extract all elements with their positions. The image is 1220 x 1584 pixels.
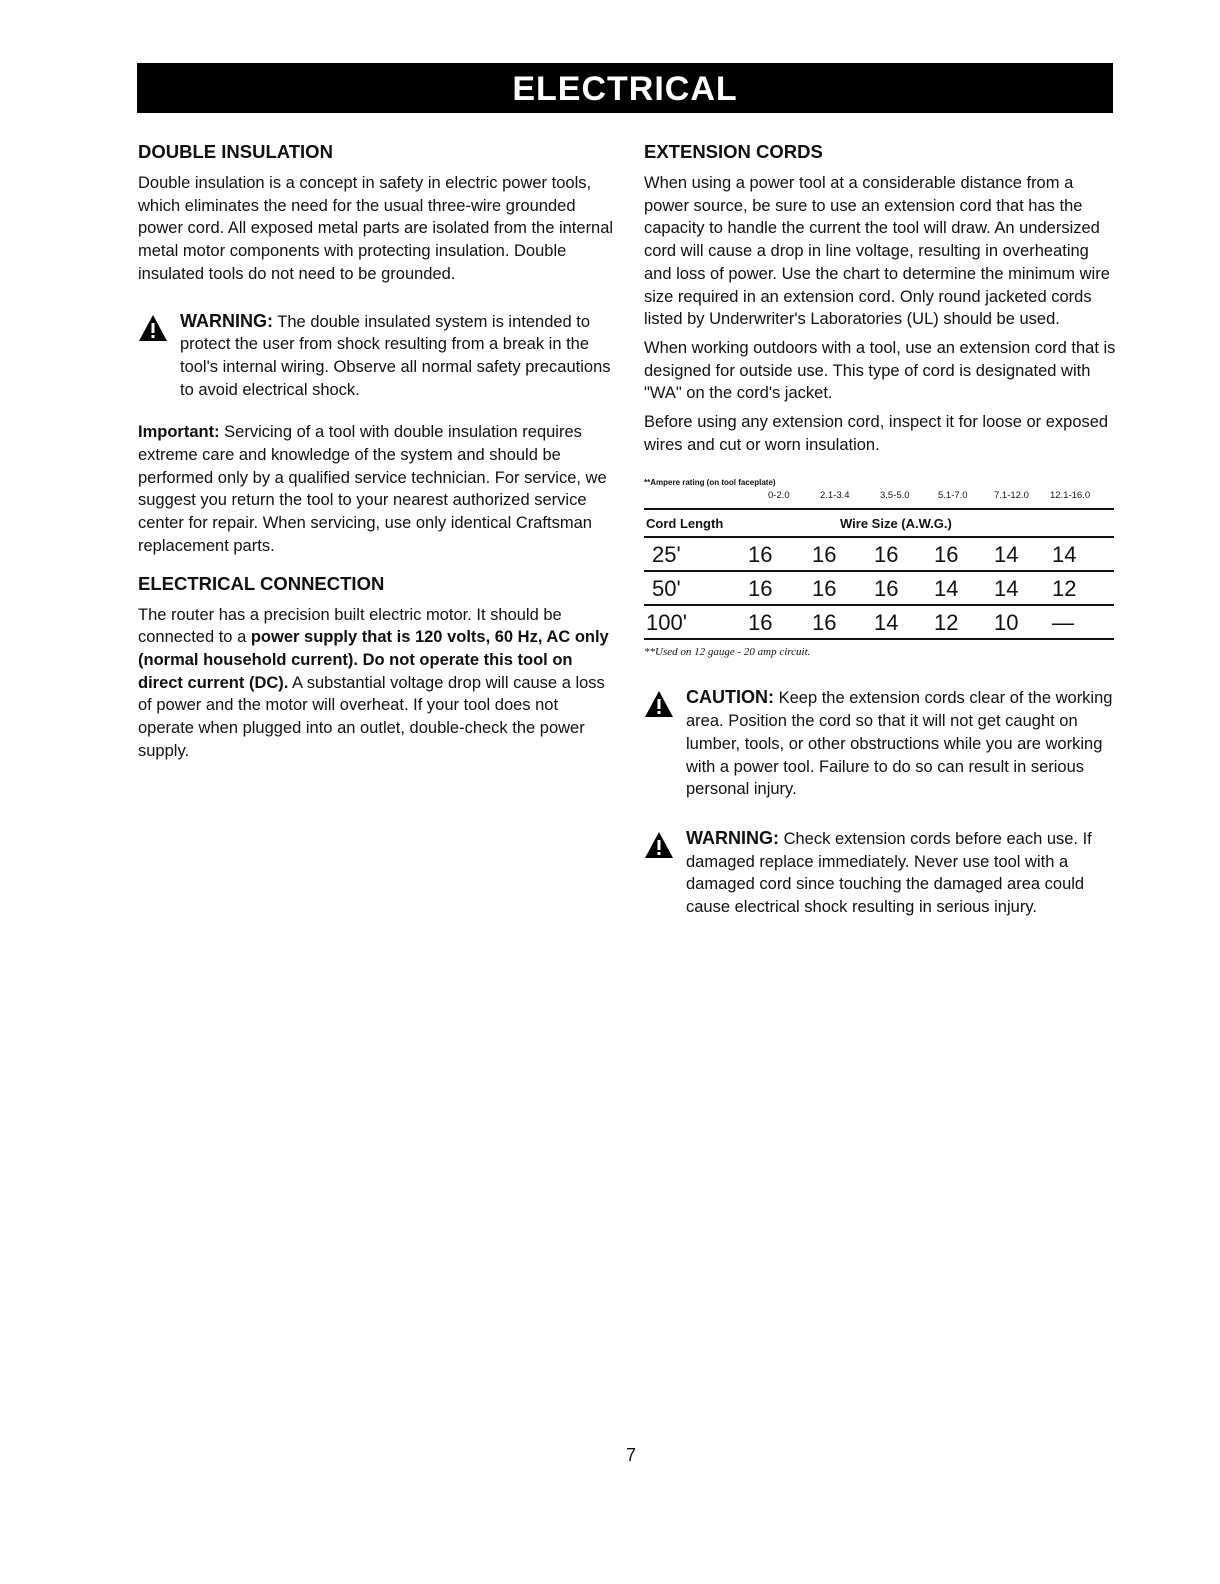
- wire-size-header: Wire Size (A.W.G.): [840, 516, 952, 532]
- caution-notice: [644, 686, 1116, 801]
- warning2-label: WARNING:: [686, 827, 779, 848]
- caution-label: CAUTION:: [686, 687, 774, 708]
- table-header: [644, 510, 1114, 536]
- table-footnote: **Used on 12 gauge - 20 amp circuit.: [644, 646, 811, 659]
- ampere-rating-label: **Ampere rating (on tool faceplate): [644, 478, 776, 488]
- wire-size-cell: 16: [812, 610, 837, 636]
- wire-size-cell: 14: [994, 542, 1019, 568]
- warning2-text: Check extension cords before each use. If damaged replace immediately. Never use tool with a damaged cord since touching the damaged area could cause electrical shock resulting in serious injury.: [686, 829, 1092, 917]
- important-paragraph: [138, 421, 616, 557]
- ampere-range: 3.5-5.0: [880, 490, 910, 502]
- wire-size-cell: 10: [994, 610, 1019, 636]
- wire-size-cell: 12: [934, 610, 959, 636]
- wire-size-cell: 16: [874, 576, 899, 602]
- warning-icon: [138, 314, 168, 342]
- wire-size-cell: 16: [874, 542, 899, 568]
- wire-size-cell: 16: [812, 576, 837, 602]
- cord-length-header: Cord Length: [646, 516, 724, 532]
- wire-size-cell: 14: [874, 610, 899, 636]
- electrical-connection-heading: ELECTRICAL CONNECTION: [138, 572, 385, 594]
- wire-size-cell: 14: [934, 576, 959, 602]
- section-banner: ELECTRICAL: [137, 63, 1113, 113]
- extension-cords-p2: When working outdoors with a tool, use an extension cord that is designed for outside use. This type of cord is designated with "WA" on the cord's jacket.: [644, 338, 1116, 403]
- extension-cords-p3: Before using any extension cord, inspect it for loose or exposed wires and cut or worn insulation.: [644, 413, 1109, 454]
- extension-cords-p1: When using a power tool at a considerable distance from a power source, be sure to use an extension cord that has the capacity to handle the current the tool will draw. An undersized cord will cause a drop in line voltage, resulting in overheating and loss of power. Use the chart to determine the minimum wire size required in an extension cord. Only round jacketed cords listed by Underwriter's Laboratories (UL) should be used.: [644, 174, 1110, 329]
- wire-size-cell: 16: [748, 542, 773, 568]
- table-row: [644, 538, 1114, 570]
- wire-size-cell: 16: [748, 610, 773, 636]
- wire-size-cell: 16: [748, 576, 773, 602]
- wire-size-table: [644, 478, 1114, 658]
- cord-length-cell: 50': [652, 576, 681, 602]
- caution-icon: [644, 690, 674, 718]
- table-row: [644, 572, 1114, 604]
- ampere-range: 5.1-7.0: [938, 490, 968, 502]
- ampere-range: 2.1-3.4: [820, 490, 850, 502]
- wire-size-cell: 14: [1052, 542, 1077, 568]
- table-rule: [644, 638, 1114, 640]
- left-column: [138, 140, 616, 762]
- connection-text-b: A substantial voltage drop will cause a loss of power and the motor will overheat. If your tool does not operate when plugged into an outlet, double-check the power supply.: [138, 673, 605, 760]
- important-text: Servicing of a tool with double insulation requires extreme care and knowledge of the system and should be performed only by a qualified service technician. For service, we suggest you return the tool to your nearest authorized service center for repair. When servicing, use only identical Craftsman replacement parts.: [138, 423, 607, 555]
- wire-size-cell: 16: [934, 542, 959, 568]
- page-number: 7: [626, 1445, 637, 1465]
- warning-label: WARNING:: [180, 310, 273, 331]
- important-label: Important:: [138, 423, 220, 442]
- ampere-range: 0-2.0: [768, 490, 790, 502]
- right-column: [644, 140, 1116, 919]
- warning-text: The double insulated system is intended to protect the user from shock resulting from a break in the tool's internal wiring. Observe all normal safety precautions to avoid electrical shock.: [180, 312, 611, 399]
- wire-size-cell: —: [1052, 610, 1074, 636]
- ampere-range: 7.1-12.0: [994, 490, 1029, 502]
- caution-text: Keep the extension cords clear of the working area. Position the cord so that it will not get caught on lumber, tools, or other obstructions while you are working with a power tool. Failure to do so can result in serious personal injury.: [686, 689, 1113, 799]
- cord-length-cell: 25': [652, 542, 681, 568]
- electrical-connection-body: [138, 604, 616, 763]
- cord-length-cell: 100': [646, 610, 687, 636]
- wire-size-cell: 12: [1052, 576, 1077, 602]
- ampere-range: 12.1-16.0: [1050, 490, 1091, 502]
- warning-notice: [138, 310, 616, 402]
- table-row: [644, 606, 1114, 638]
- wire-size-cell: 16: [812, 542, 837, 568]
- extension-cords-heading: EXTENSION CORDS: [644, 141, 823, 162]
- warning-icon: [644, 831, 674, 859]
- connection-text-a: The router has a precision built electric motor. It should be connected to a: [138, 605, 562, 647]
- connection-text-bold: power supply that is 120 volts, 60 Hz, AC only (normal household current). Do not operate this tool on direct current (DC).: [138, 628, 609, 692]
- double-insulation-heading: DOUBLE INSULATION: [138, 141, 333, 162]
- ampere-range-row: [644, 488, 1114, 504]
- double-insulation-body: Double insulation is a concept in safety in electric power tools, which eliminates the need for the usual three-wire grounded power cord. All exposed metal parts are isolated from the internal metal motor components with protecting insulation. Double insulated tools do not need to be grounded.: [138, 174, 614, 283]
- warning-notice-2: [644, 827, 1116, 919]
- wire-size-cell: 14: [994, 576, 1019, 602]
